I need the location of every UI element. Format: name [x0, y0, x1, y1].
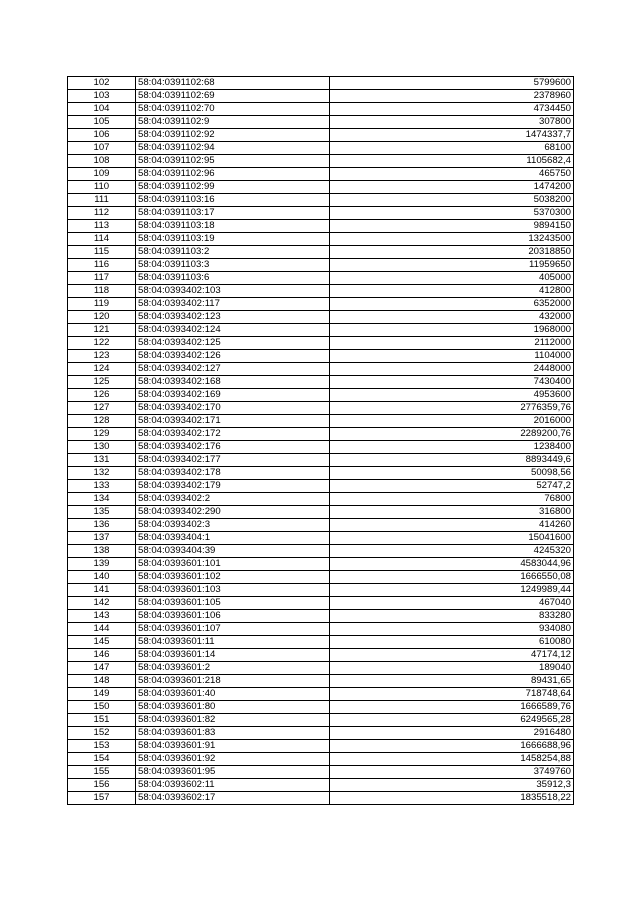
- cadastral-number-cell: 58:04:0393402:103: [136, 285, 330, 298]
- value-cell: 189040: [330, 662, 574, 675]
- cadastral-number-cell: 58:04:0393601:107: [136, 623, 330, 636]
- cadastral-number-cell: 58:04:0391103:2: [136, 246, 330, 259]
- value-cell: 1104000: [330, 350, 574, 363]
- row-number-cell: 127: [68, 402, 136, 415]
- table-row: [68, 623, 574, 636]
- row-number-cell: 126: [68, 389, 136, 402]
- cadastral-number-cell: 58:04:0393402:169: [136, 389, 330, 402]
- cadastral-number-cell: 58:04:0391103:6: [136, 272, 330, 285]
- value-cell: 35912,3: [330, 779, 574, 792]
- table-row: [68, 649, 574, 662]
- cadastral-number-cell: 58:04:0393402:172: [136, 428, 330, 441]
- value-cell: 1249989,44: [330, 584, 574, 597]
- cadastral-number-cell: 58:04:0393402:124: [136, 324, 330, 337]
- cadastral-number-cell: 58:04:0393402:179: [136, 480, 330, 493]
- row-number-cell: 120: [68, 311, 136, 324]
- cadastral-number-cell: 58:04:0391102:68: [136, 77, 330, 90]
- value-cell: 1474200: [330, 181, 574, 194]
- table-row: [68, 675, 574, 688]
- row-number-cell: 143: [68, 610, 136, 623]
- table-row: [68, 493, 574, 506]
- cadastral-number-cell: 58:04:0393402:170: [136, 402, 330, 415]
- value-cell: 68100: [330, 142, 574, 155]
- cadastral-number-cell: 58:04:0393601:40: [136, 688, 330, 701]
- value-cell: 316800: [330, 506, 574, 519]
- cadastral-number-cell: 58:04:0393402:3: [136, 519, 330, 532]
- table-row: [68, 376, 574, 389]
- value-cell: 1458254,88: [330, 753, 574, 766]
- cadastral-number-cell: 58:04:0391102:95: [136, 155, 330, 168]
- row-number-cell: 154: [68, 753, 136, 766]
- value-cell: 5799600: [330, 77, 574, 90]
- table-row: [68, 77, 574, 90]
- value-cell: 718748,64: [330, 688, 574, 701]
- cadastral-number-cell: 58:04:0393402:177: [136, 454, 330, 467]
- value-cell: 2448000: [330, 363, 574, 376]
- row-number-cell: 132: [68, 467, 136, 480]
- row-number-cell: 136: [68, 519, 136, 532]
- value-cell: 76800: [330, 493, 574, 506]
- cadastral-number-cell: 58:04:0393402:171: [136, 415, 330, 428]
- cadastral-number-cell: 58:04:0391102:99: [136, 181, 330, 194]
- value-cell: 8893449,6: [330, 454, 574, 467]
- value-cell: 1238400: [330, 441, 574, 454]
- cadastral-number-cell: 58:04:0391103:3: [136, 259, 330, 272]
- value-cell: 2112000: [330, 337, 574, 350]
- cadastral-number-cell: 58:04:0393402:117: [136, 298, 330, 311]
- row-number-cell: 148: [68, 675, 136, 688]
- table-row: [68, 415, 574, 428]
- table-row: [68, 779, 574, 792]
- cadastral-number-cell: 58:04:0393601:82: [136, 714, 330, 727]
- table-row: [68, 389, 574, 402]
- value-cell: 5370300: [330, 207, 574, 220]
- table-row: [68, 116, 574, 129]
- row-number-cell: 121: [68, 324, 136, 337]
- row-number-cell: 113: [68, 220, 136, 233]
- table-row: [68, 311, 574, 324]
- value-cell: 89431,65: [330, 675, 574, 688]
- cadastral-number-cell: 58:04:0391102:94: [136, 142, 330, 155]
- cadastral-number-cell: 58:04:0393601:106: [136, 610, 330, 623]
- cadastral-number-cell: 58:04:0391102:9: [136, 116, 330, 129]
- table-row: [68, 103, 574, 116]
- table-row: [68, 285, 574, 298]
- table-row: [68, 259, 574, 272]
- cadastral-number-cell: 58:04:0391103:18: [136, 220, 330, 233]
- value-cell: 1835518,22: [330, 792, 574, 805]
- cadastral-number-cell: 58:04:0393602:17: [136, 792, 330, 805]
- row-number-cell: 111: [68, 194, 136, 207]
- cadastral-number-cell: 58:04:0393602:11: [136, 779, 330, 792]
- row-number-cell: 106: [68, 129, 136, 142]
- table-row: [68, 194, 574, 207]
- cadastral-number-cell: 58:04:0393601:101: [136, 558, 330, 571]
- row-number-cell: 142: [68, 597, 136, 610]
- cadastral-number-cell: 58:04:0391103:17: [136, 207, 330, 220]
- cadastral-number-cell: 58:04:0393601:102: [136, 571, 330, 584]
- cadastral-number-cell: 58:04:0393601:92: [136, 753, 330, 766]
- value-cell: 934080: [330, 623, 574, 636]
- table-row: [68, 428, 574, 441]
- cadastral-number-cell: 58:04:0393601:91: [136, 740, 330, 753]
- row-number-cell: 147: [68, 662, 136, 675]
- row-number-cell: 110: [68, 181, 136, 194]
- row-number-cell: 150: [68, 701, 136, 714]
- value-cell: 412800: [330, 285, 574, 298]
- row-number-cell: 107: [68, 142, 136, 155]
- cadastral-number-cell: 58:04:0391102:69: [136, 90, 330, 103]
- value-cell: 13243500: [330, 233, 574, 246]
- value-cell: 2289200,76: [330, 428, 574, 441]
- cadastral-number-cell: 58:04:0393601:105: [136, 597, 330, 610]
- table-row: [68, 571, 574, 584]
- cadastral-number-cell: 58:04:0393402:2: [136, 493, 330, 506]
- value-cell: 52747,2: [330, 480, 574, 493]
- row-number-cell: 146: [68, 649, 136, 662]
- table-row: [68, 480, 574, 493]
- cadastral-number-cell: 58:04:0393601:218: [136, 675, 330, 688]
- table-row: [68, 558, 574, 571]
- value-cell: 5038200: [330, 194, 574, 207]
- row-number-cell: 144: [68, 623, 136, 636]
- value-cell: 1968000: [330, 324, 574, 337]
- value-cell: 11959650: [330, 259, 574, 272]
- table-row: [68, 714, 574, 727]
- row-number-cell: 123: [68, 350, 136, 363]
- value-cell: 2378960: [330, 90, 574, 103]
- row-number-cell: 156: [68, 779, 136, 792]
- row-number-cell: 103: [68, 90, 136, 103]
- cadastral-number-cell: 58:04:0393402:178: [136, 467, 330, 480]
- table-body: [68, 77, 574, 805]
- value-cell: 6352000: [330, 298, 574, 311]
- value-cell: 7430400: [330, 376, 574, 389]
- row-number-cell: 124: [68, 363, 136, 376]
- table-row: [68, 155, 574, 168]
- row-number-cell: 102: [68, 77, 136, 90]
- value-cell: 610080: [330, 636, 574, 649]
- row-number-cell: 139: [68, 558, 136, 571]
- cadastral-number-cell: 58:04:0393601:103: [136, 584, 330, 597]
- table-row: [68, 246, 574, 259]
- table-row: [68, 545, 574, 558]
- row-number-cell: 109: [68, 168, 136, 181]
- value-cell: 2916480: [330, 727, 574, 740]
- cadastral-number-cell: 58:04:0393402:176: [136, 441, 330, 454]
- cadastral-value-table: [67, 76, 574, 805]
- table-row: [68, 181, 574, 194]
- table-row: [68, 207, 574, 220]
- table-row: [68, 350, 574, 363]
- value-cell: 307800: [330, 116, 574, 129]
- table-row: [68, 168, 574, 181]
- cadastral-number-cell: 58:04:0393402:126: [136, 350, 330, 363]
- value-cell: 1666550,08: [330, 571, 574, 584]
- value-cell: 3749760: [330, 766, 574, 779]
- table-row: [68, 662, 574, 675]
- value-cell: 15041600: [330, 532, 574, 545]
- table-row: [68, 220, 574, 233]
- table-row: [68, 454, 574, 467]
- row-number-cell: 116: [68, 259, 136, 272]
- row-number-cell: 118: [68, 285, 136, 298]
- table-row: [68, 90, 574, 103]
- table-row: [68, 688, 574, 701]
- row-number-cell: 135: [68, 506, 136, 519]
- value-cell: 465750: [330, 168, 574, 181]
- table-row: [68, 701, 574, 714]
- table-row: [68, 272, 574, 285]
- cadastral-number-cell: 58:04:0393402:127: [136, 363, 330, 376]
- row-number-cell: 128: [68, 415, 136, 428]
- row-number-cell: 141: [68, 584, 136, 597]
- cadastral-number-cell: 58:04:0391102:70: [136, 103, 330, 116]
- row-number-cell: 140: [68, 571, 136, 584]
- row-number-cell: 155: [68, 766, 136, 779]
- table-row: [68, 506, 574, 519]
- table-row: [68, 298, 574, 311]
- table-row: [68, 519, 574, 532]
- row-number-cell: 130: [68, 441, 136, 454]
- table-row: [68, 740, 574, 753]
- value-cell: 4245320: [330, 545, 574, 558]
- table-row: [68, 766, 574, 779]
- table-row: [68, 324, 574, 337]
- table-row: [68, 636, 574, 649]
- cadastral-number-cell: 58:04:0393601:14: [136, 649, 330, 662]
- row-number-cell: 133: [68, 480, 136, 493]
- row-number-cell: 152: [68, 727, 136, 740]
- row-number-cell: 115: [68, 246, 136, 259]
- row-number-cell: 117: [68, 272, 136, 285]
- cadastral-number-cell: 58:04:0391103:16: [136, 194, 330, 207]
- row-number-cell: 104: [68, 103, 136, 116]
- value-cell: 4734450: [330, 103, 574, 116]
- table-row: [68, 467, 574, 480]
- row-number-cell: 125: [68, 376, 136, 389]
- table-row: [68, 792, 574, 805]
- row-number-cell: 108: [68, 155, 136, 168]
- cadastral-number-cell: 58:04:0393404:1: [136, 532, 330, 545]
- row-number-cell: 145: [68, 636, 136, 649]
- row-number-cell: 105: [68, 116, 136, 129]
- row-number-cell: 122: [68, 337, 136, 350]
- table-row: [68, 337, 574, 350]
- table-row: [68, 610, 574, 623]
- row-number-cell: 114: [68, 233, 136, 246]
- table-row: [68, 532, 574, 545]
- table-row: [68, 363, 574, 376]
- value-cell: 2776359,76: [330, 402, 574, 415]
- cadastral-number-cell: 58:04:0391102:92: [136, 129, 330, 142]
- table-row: [68, 753, 574, 766]
- value-cell: 833280: [330, 610, 574, 623]
- value-cell: 432000: [330, 311, 574, 324]
- cadastral-number-cell: 58:04:0393402:168: [136, 376, 330, 389]
- cadastral-number-cell: 58:04:0393402:290: [136, 506, 330, 519]
- cadastral-number-cell: 58:04:0393601:80: [136, 701, 330, 714]
- row-number-cell: 151: [68, 714, 136, 727]
- table-row: [68, 402, 574, 415]
- cadastral-number-cell: 58:04:0393402:123: [136, 311, 330, 324]
- value-cell: 4583044,96: [330, 558, 574, 571]
- table-row: [68, 727, 574, 740]
- value-cell: 1474337,7: [330, 129, 574, 142]
- table-row: [68, 597, 574, 610]
- value-cell: 2016000: [330, 415, 574, 428]
- row-number-cell: 134: [68, 493, 136, 506]
- value-cell: 405000: [330, 272, 574, 285]
- cadastral-number-cell: 58:04:0391102:96: [136, 168, 330, 181]
- value-cell: 20318850: [330, 246, 574, 259]
- value-cell: 6249565,28: [330, 714, 574, 727]
- row-number-cell: 149: [68, 688, 136, 701]
- row-number-cell: 137: [68, 532, 136, 545]
- row-number-cell: 131: [68, 454, 136, 467]
- table-row: [68, 441, 574, 454]
- cadastral-number-cell: 58:04:0393601:83: [136, 727, 330, 740]
- cadastral-number-cell: 58:04:0393402:125: [136, 337, 330, 350]
- value-cell: 1666688,96: [330, 740, 574, 753]
- row-number-cell: 112: [68, 207, 136, 220]
- value-cell: 1105682,4: [330, 155, 574, 168]
- row-number-cell: 153: [68, 740, 136, 753]
- row-number-cell: 157: [68, 792, 136, 805]
- table-row: [68, 129, 574, 142]
- value-cell: 467040: [330, 597, 574, 610]
- row-number-cell: 138: [68, 545, 136, 558]
- table-row: [68, 233, 574, 246]
- cadastral-number-cell: 58:04:0391103:19: [136, 233, 330, 246]
- row-number-cell: 129: [68, 428, 136, 441]
- cadastral-number-cell: 58:04:0393601:2: [136, 662, 330, 675]
- value-cell: 50098,56: [330, 467, 574, 480]
- value-cell: 414260: [330, 519, 574, 532]
- value-cell: 1666589,76: [330, 701, 574, 714]
- value-cell: 4953600: [330, 389, 574, 402]
- table-row: [68, 584, 574, 597]
- cadastral-number-cell: 58:04:0393601:11: [136, 636, 330, 649]
- value-cell: 9894150: [330, 220, 574, 233]
- cadastral-number-cell: 58:04:0393404:39: [136, 545, 330, 558]
- table-row: [68, 142, 574, 155]
- cadastral-number-cell: 58:04:0393601:95: [136, 766, 330, 779]
- row-number-cell: 119: [68, 298, 136, 311]
- value-cell: 47174,12: [330, 649, 574, 662]
